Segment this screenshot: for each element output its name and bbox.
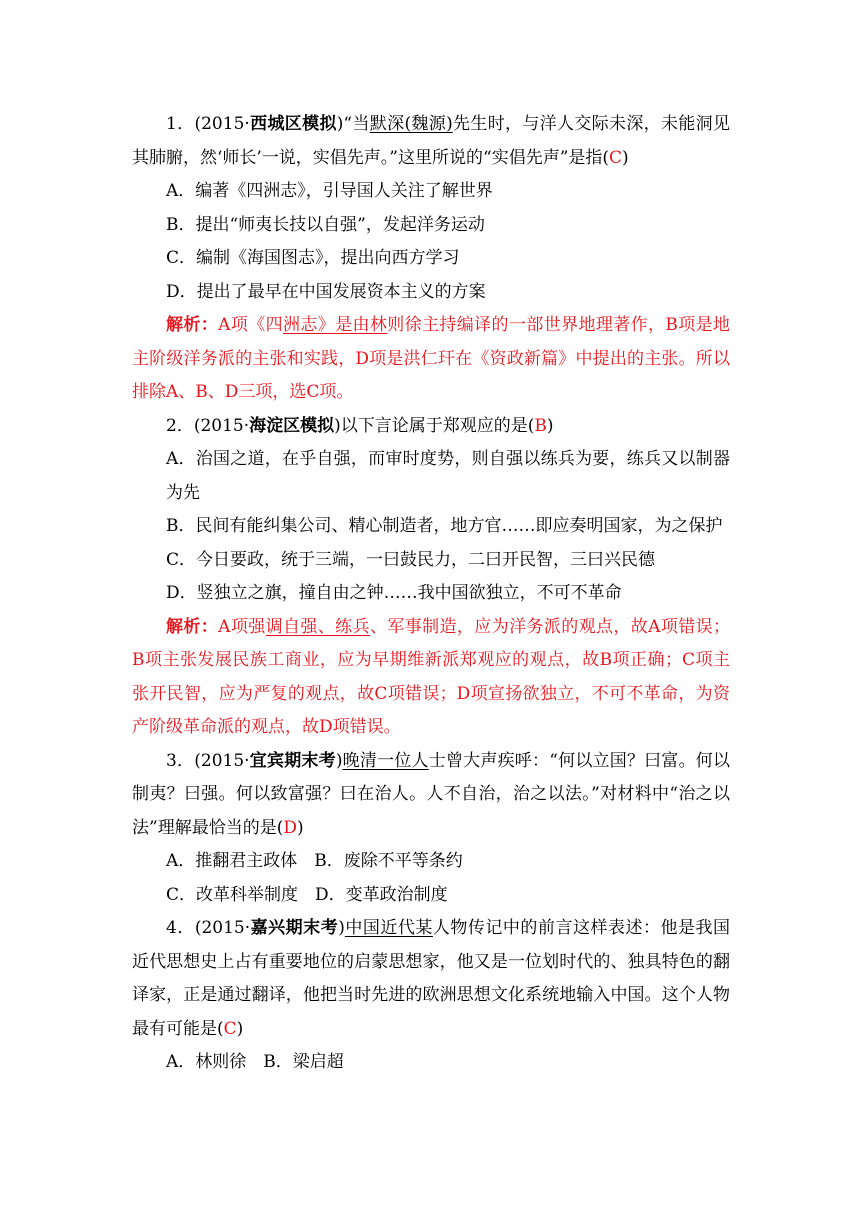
question-4-stem <box>132 912 730 1046</box>
question-number: 1． <box>166 114 195 134</box>
question-number: 4． <box>166 918 195 938</box>
stem-underlined: 中国近代某 <box>344 918 433 938</box>
explanation-label: 解析： <box>166 616 219 637</box>
question-source-close: ) <box>338 918 345 938</box>
document-page <box>132 108 730 1080</box>
explanation-text: A项强 <box>218 616 266 637</box>
answer-letter: C <box>223 1018 237 1039</box>
option-b: B．民间有能纠集公司、精心制造者，地方官……即应奏明国家，为之保护 <box>166 516 723 536</box>
stem-text: “当 <box>343 114 370 134</box>
question-number: 2． <box>166 415 194 436</box>
question-source-open: (2015· <box>194 750 250 771</box>
question-source-close: ) <box>334 415 341 436</box>
answer-letter: D <box>283 817 297 838</box>
options-row-ab: A．林则徐 B．梁启超 <box>166 1052 344 1072</box>
options-row-cd: C．改革科举制度 D．变革政治制度 <box>166 884 448 905</box>
option-d: D．提出了最早在中国发展资本主义的方案 <box>166 281 486 302</box>
question-2-explanation <box>132 611 730 745</box>
question-source-open: (2015· <box>194 918 251 938</box>
stem-text: 人物传记中的前言这样表述：他是我国近代思想史上占有重要地位的启蒙思想家，他又是一位划时代的、独具特色的翻译家，正是通过翻译，他把当时先进的欧洲思想文化系统地输入中国。这个人物最有可能是( <box>132 918 731 1039</box>
stem-underlined: 晚清一位人 <box>342 750 429 771</box>
options-row-ab: A．推翻君主政体 B．废除不平等条约 <box>166 851 463 871</box>
explanation-text: A项《四 <box>218 315 283 335</box>
question-source: 嘉兴期末考 <box>250 918 339 938</box>
option-c: C．今日要政，统于三端，一曰鼓民力，二曰开民智，三曰兴民德 <box>166 549 656 570</box>
stem-text: ) <box>296 817 304 838</box>
question-source-open: (2015· <box>193 415 250 436</box>
stem-underlined: 默深(魏源) <box>369 114 453 134</box>
question-1-explanation <box>132 309 730 410</box>
question-2-stem <box>132 410 730 444</box>
option-b: B．提出“师夷长技以自强”，发起洋务运动 <box>166 214 485 235</box>
question-source: 海淀区模拟 <box>249 415 335 436</box>
question-source-open: (2015· <box>194 114 250 134</box>
option-c: C．编制《海国图志》，提出向西方学习 <box>166 248 460 268</box>
question-3-stem <box>132 745 730 846</box>
option-a: A．治国之道，在乎自强，而审时度势，则自强以练兵为要，练兵又以制器为先 <box>166 449 730 503</box>
option-d: D．竖独立之旗，撞自由之钟……我中国欲独立，不可不革命 <box>166 583 622 603</box>
stem-text: ) <box>622 147 629 168</box>
stem-text: ) <box>236 1018 244 1039</box>
question-source-close: ) <box>336 114 344 134</box>
stem-text: 先生时，与洋人交际未深，未能洞见其肺腑，然‘师长’一说，实倡先声。”这里所说的“实倡先声”是指( <box>132 114 730 168</box>
explanation-underlined: 洲志》是由林 <box>282 315 388 335</box>
answer-letter: C <box>609 147 623 168</box>
stem-text: ) <box>546 415 554 436</box>
question-source-close: ) <box>335 750 343 771</box>
explanation-text: 则徐主持编译的一部世界地理著作，B项是地主阶级洋务派的主张和实践，D项是洪仁玕在《资政新篇》中提出的主张。所以排除A、B、D三项，选C项。 <box>132 315 731 402</box>
option-a: A．编著《四洲志》，引导国人关注了解世界 <box>166 181 493 201</box>
explanation-label: 解析： <box>166 315 219 335</box>
question-source: 西城区模拟 <box>249 114 337 134</box>
explanation-underlined: 调自强、练兵 <box>265 616 370 637</box>
answer-letter: B <box>534 415 547 436</box>
question-1-stem <box>132 108 730 175</box>
stem-text: 士曾大声疾呼：“何以立国？曰富。何以制夷？曰强。何以致富强？曰在治人。人不自治，治之以法。”对材料中“治之以法”理解最恰当的是( <box>132 750 730 838</box>
explanation-text: 、军事制造，应为洋务派的观点，故A项错误；B项主张发展民族工商业，应为早期维新派郑观应的观点，故B项正确；C项主张开民智，应为严复的观点，故C项错误；D项宣扬欲独立，不可不革命，为资产阶级革命派的观点，故D项错误。 <box>132 616 731 737</box>
question-source: 宜宾期末考 <box>249 750 336 771</box>
stem-text: 以下言论属于郑观应的是( <box>340 415 535 436</box>
question-number: 3． <box>166 750 195 771</box>
